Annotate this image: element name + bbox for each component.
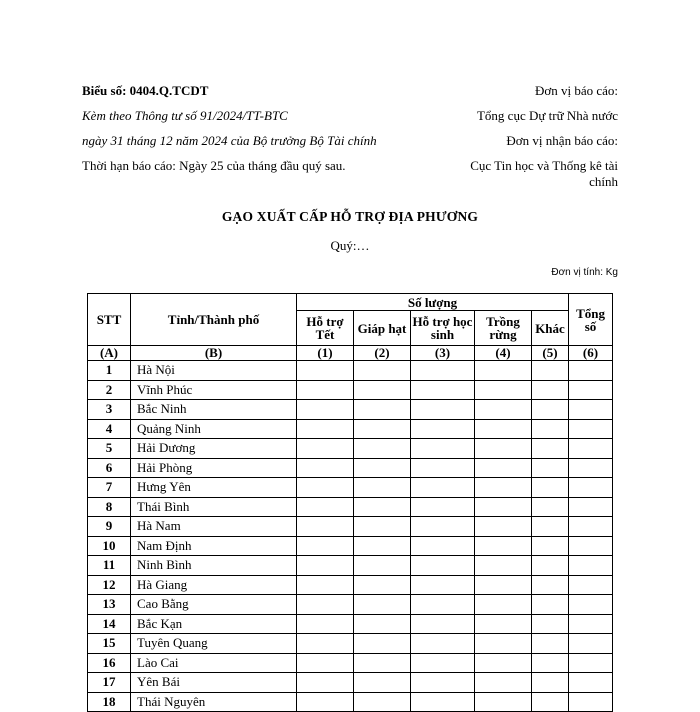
value-cell: [297, 536, 354, 556]
value-cell: [411, 497, 475, 517]
value-cell: [354, 517, 411, 537]
row-province: Hà Nam: [131, 517, 297, 537]
value-cell: [569, 458, 613, 478]
value-cell: [475, 439, 532, 459]
table-row: [88, 595, 613, 615]
value-cell: [411, 634, 475, 654]
regulation-date: ngày 31 tháng 12 năm 2024 của Bộ trưởng Bộ Tài chính: [82, 133, 377, 148]
value-cell: [354, 614, 411, 634]
header-tet-support: Hỗ trợ Tết: [297, 311, 354, 346]
value-cell: [354, 380, 411, 400]
value-cell: [297, 361, 354, 381]
row-stt: 5: [88, 439, 131, 459]
value-cell: [297, 458, 354, 478]
row-stt: 12: [88, 575, 131, 595]
value-cell: [532, 556, 569, 576]
row-stt: 15: [88, 634, 131, 654]
table-row: [88, 692, 613, 712]
value-cell: [411, 653, 475, 673]
value-cell: [532, 400, 569, 420]
value-cell: [569, 400, 613, 420]
value-cell: [569, 536, 613, 556]
table-row: [88, 653, 613, 673]
value-cell: [532, 458, 569, 478]
table-row: [88, 361, 613, 381]
value-cell: [569, 419, 613, 439]
receiving-unit-label: Đơn vị nhận báo cáo:: [506, 133, 618, 148]
value-cell: [569, 361, 613, 381]
header-reforestation: Trồng rừng: [475, 311, 532, 346]
row-stt: 16: [88, 653, 131, 673]
value-cell: [532, 380, 569, 400]
row-province: Hưng Yên: [131, 478, 297, 498]
code-b: (B): [131, 346, 297, 361]
header-stt: STT: [88, 294, 131, 346]
value-cell: [297, 380, 354, 400]
value-cell: [411, 673, 475, 693]
table-row: [88, 673, 613, 693]
header-student-support: Hỗ trợ học sinh: [411, 311, 475, 346]
table-body: [88, 361, 613, 712]
table-row: [88, 517, 613, 537]
reporting-unit: Tổng cục Dự trữ Nhà nước: [476, 108, 618, 123]
report-quarter: Quý:…: [330, 238, 370, 253]
row-stt: 2: [88, 380, 131, 400]
value-cell: [475, 400, 532, 420]
row-stt: 1: [88, 361, 131, 381]
row-stt: 18: [88, 692, 131, 712]
value-cell: [569, 653, 613, 673]
row-province: Hải Phòng: [131, 458, 297, 478]
value-cell: [297, 575, 354, 595]
unit-note: Đơn vị tính: Kg: [551, 267, 618, 278]
code-1: (1): [297, 346, 354, 361]
table-row: [88, 439, 613, 459]
table-row: [88, 400, 613, 420]
value-cell: [297, 517, 354, 537]
table-row: [88, 634, 613, 654]
value-cell: [354, 692, 411, 712]
value-cell: [532, 497, 569, 517]
row-province: Cao Bằng: [131, 595, 297, 615]
value-cell: [354, 361, 411, 381]
code-2: (2): [354, 346, 411, 361]
row-province: Quảng Ninh: [131, 419, 297, 439]
row-province: Vĩnh Phúc: [131, 380, 297, 400]
value-cell: [532, 692, 569, 712]
header-giap-hat: Giáp hạt: [354, 311, 411, 346]
table-row: [88, 478, 613, 498]
value-cell: [475, 673, 532, 693]
value-cell: [475, 458, 532, 478]
row-province: Hải Dương: [131, 439, 297, 459]
value-cell: [354, 556, 411, 576]
row-province: Bắc Kạn: [131, 614, 297, 634]
value-cell: [532, 634, 569, 654]
value-cell: [569, 517, 613, 537]
value-cell: [411, 458, 475, 478]
value-cell: [475, 536, 532, 556]
row-province: Ninh Bình: [131, 556, 297, 576]
table-row: [88, 419, 613, 439]
value-cell: [411, 614, 475, 634]
row-province: Tuyên Quang: [131, 634, 297, 654]
value-cell: [475, 419, 532, 439]
value-cell: [411, 439, 475, 459]
value-cell: [411, 595, 475, 615]
code-5: (5): [532, 346, 569, 361]
table-row: [88, 497, 613, 517]
value-cell: [532, 361, 569, 381]
row-province: Thái Nguyên: [131, 692, 297, 712]
value-cell: [297, 419, 354, 439]
value-cell: [354, 536, 411, 556]
value-cell: [475, 653, 532, 673]
value-cell: [354, 478, 411, 498]
value-cell: [411, 380, 475, 400]
table-row: [88, 614, 613, 634]
value-cell: [354, 673, 411, 693]
value-cell: [297, 595, 354, 615]
table-row: [88, 458, 613, 478]
value-cell: [411, 575, 475, 595]
value-cell: [569, 497, 613, 517]
value-cell: [569, 692, 613, 712]
row-stt: 14: [88, 614, 131, 634]
row-province: Lào Cai: [131, 653, 297, 673]
report-deadline: Thời hạn báo cáo: Ngày 25 của tháng đầu quý sau.: [82, 158, 346, 173]
code-3: (3): [411, 346, 475, 361]
value-cell: [475, 556, 532, 576]
value-cell: [532, 673, 569, 693]
value-cell: [411, 692, 475, 712]
table-row: [88, 575, 613, 595]
row-stt: 3: [88, 400, 131, 420]
value-cell: [475, 478, 532, 498]
value-cell: [475, 595, 532, 615]
attached-regulation: Kèm theo Thông tư số 91/2024/TT-BTC: [82, 108, 288, 123]
value-cell: [354, 595, 411, 615]
value-cell: [297, 673, 354, 693]
value-cell: [569, 595, 613, 615]
row-stt: 11: [88, 556, 131, 576]
value-cell: [297, 692, 354, 712]
row-stt: 8: [88, 497, 131, 517]
value-cell: [569, 439, 613, 459]
value-cell: [411, 478, 475, 498]
value-cell: [297, 653, 354, 673]
value-cell: [569, 380, 613, 400]
value-cell: [532, 439, 569, 459]
value-cell: [411, 556, 475, 576]
value-cell: [569, 673, 613, 693]
value-cell: [532, 478, 569, 498]
value-cell: [297, 497, 354, 517]
report-title: GẠO XUẤT CẤP HỖ TRỢ ĐỊA PHƯƠNG: [221, 209, 479, 224]
value-cell: [354, 575, 411, 595]
row-stt: 10: [88, 536, 131, 556]
value-cell: [411, 419, 475, 439]
row-stt: 13: [88, 595, 131, 615]
value-cell: [569, 634, 613, 654]
value-cell: [532, 595, 569, 615]
report-table: [87, 293, 613, 712]
value-cell: [297, 556, 354, 576]
row-stt: 7: [88, 478, 131, 498]
row-province: Yên Bái: [131, 673, 297, 693]
value-cell: [354, 497, 411, 517]
code-4: (4): [475, 346, 532, 361]
table-row: [88, 556, 613, 576]
value-cell: [532, 614, 569, 634]
value-cell: [297, 614, 354, 634]
value-cell: [532, 575, 569, 595]
receiving-unit-line2: chính: [589, 174, 618, 189]
value-cell: [475, 361, 532, 381]
table-row: [88, 536, 613, 556]
value-cell: [297, 400, 354, 420]
value-cell: [297, 439, 354, 459]
row-stt: 9: [88, 517, 131, 537]
table-row: [88, 380, 613, 400]
row-province: Nam Định: [131, 536, 297, 556]
header-quantity: Số lượng: [297, 294, 569, 311]
value-cell: [569, 614, 613, 634]
row-province: Hà Giang: [131, 575, 297, 595]
reporting-unit-label: Đơn vị báo cáo:: [534, 83, 618, 98]
value-cell: [532, 517, 569, 537]
row-stt: 4: [88, 419, 131, 439]
value-cell: [532, 419, 569, 439]
value-cell: [354, 653, 411, 673]
value-cell: [475, 575, 532, 595]
value-cell: [354, 458, 411, 478]
value-cell: [411, 517, 475, 537]
value-cell: [475, 380, 532, 400]
value-cell: [411, 400, 475, 420]
receiving-unit-line1: Cục Tin học và Thống kê tài: [470, 158, 618, 173]
value-cell: [475, 517, 532, 537]
value-cell: [354, 439, 411, 459]
value-cell: [532, 653, 569, 673]
value-cell: [569, 556, 613, 576]
header-province: Tỉnh/Thành phố: [131, 294, 297, 346]
value-cell: [297, 478, 354, 498]
value-cell: [354, 419, 411, 439]
value-cell: [532, 536, 569, 556]
value-cell: [569, 575, 613, 595]
row-stt: 17: [88, 673, 131, 693]
header-other: Khác: [532, 311, 569, 346]
value-cell: [475, 614, 532, 634]
row-province: Thái Bình: [131, 497, 297, 517]
value-cell: [354, 634, 411, 654]
code-6: (6): [569, 346, 613, 361]
value-cell: [475, 692, 532, 712]
value-cell: [569, 478, 613, 498]
value-cell: [411, 361, 475, 381]
value-cell: [411, 536, 475, 556]
value-cell: [354, 400, 411, 420]
form-number: Biểu số: 0404.Q.TCDT: [82, 83, 209, 98]
value-cell: [297, 634, 354, 654]
value-cell: [475, 634, 532, 654]
header-total: Tổng số: [569, 294, 613, 346]
code-a: (A): [88, 346, 131, 361]
row-province: Hà Nội: [131, 361, 297, 381]
row-stt: 6: [88, 458, 131, 478]
row-province: Bắc Ninh: [131, 400, 297, 420]
value-cell: [475, 497, 532, 517]
